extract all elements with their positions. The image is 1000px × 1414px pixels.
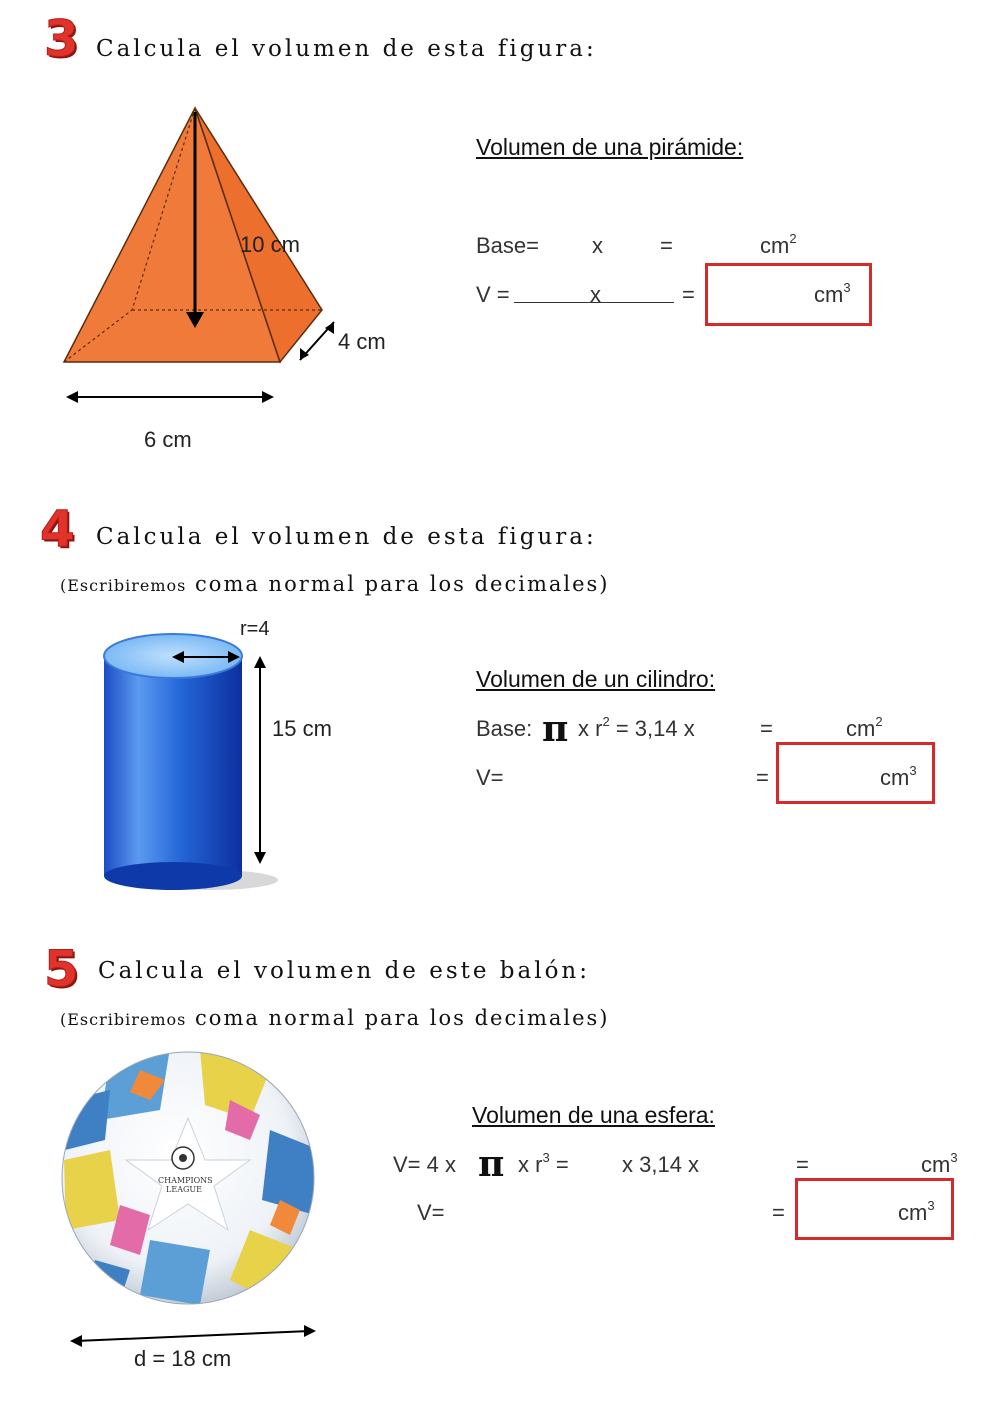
cylinder-height-label: 15 cm [272, 716, 332, 741]
exercise-4-number: 4 [40, 500, 75, 558]
volume-unit: $cm^3$ [880, 763, 917, 790]
sphere-heading: Volumen de una esfera: [472, 1102, 715, 1128]
sphere-formula-r: x $r^3$ = [518, 1150, 569, 1177]
equals-sign: = [756, 765, 769, 790]
equals-sign: = [772, 1200, 785, 1225]
exercise-5-subtitle: (Escribiremos coma normal para los decimales) [60, 1006, 610, 1030]
sphere-formula-start: V= 4 x [393, 1152, 456, 1177]
volume-unit: $cm^3$ [814, 280, 851, 307]
exercise-5-number: 5 [44, 940, 79, 998]
equals-sign: = [660, 233, 673, 258]
volume-unit: $cm^3$ [921, 1150, 958, 1177]
ball-diameter-arrowhead [70, 1335, 82, 1347]
pyramid-depth-label: 4 cm [338, 329, 386, 354]
sphere-volume-label: V= [417, 1200, 445, 1225]
pyramid-height-label: 10 cm [240, 232, 300, 257]
exercise-3-title: Calcula el volumen de esta figura: [96, 36, 597, 62]
volume-label: V = [476, 282, 510, 307]
pi-symbol: π [542, 708, 569, 750]
ball-diameter-arrow [76, 1331, 310, 1341]
sphere-partial-result-input[interactable] [816, 1148, 920, 1178]
area-unit: $cm^2$ [760, 231, 797, 258]
equals-sign: = [682, 282, 695, 307]
times-sign: x [592, 233, 603, 258]
cylinder-volume-label: V= [476, 765, 504, 790]
equals-sign: = [760, 716, 773, 741]
equals-sign: = [796, 1152, 809, 1177]
ball-diameter-arrowhead [304, 1325, 316, 1337]
times-sign: x [590, 282, 601, 307]
area-unit: $cm^2$ [846, 714, 883, 741]
sphere-formula-mid: x 3,14 x [622, 1152, 700, 1177]
exercise-4-title: Calcula el volumen de esta figura: [96, 524, 597, 550]
cylinder-heading: Volumen de un cilindro: [476, 666, 716, 692]
ball-brand-text: CHAMPIONS LEAGUE [158, 1176, 213, 1194]
sphere-fraction-input[interactable] [580, 1148, 622, 1178]
sphere-volume-formula-input[interactable] [452, 1196, 772, 1226]
cylinder-base-formula: x $r^2 = 3,14$ x [578, 714, 695, 741]
pyramid-width-label: 6 cm [144, 427, 192, 452]
sphere-r3-input[interactable] [714, 1148, 796, 1178]
pyramid-heading: Volumen de una pirámide: [476, 134, 744, 160]
base-label: Base= [476, 233, 539, 258]
ball-diameter-label: d = 18 cm [134, 1346, 232, 1371]
cylinder-base-label: Base: [476, 716, 533, 741]
cylinder-radius-label: r=4 [240, 618, 270, 640]
sphere-volume-answer-input[interactable] [802, 1196, 902, 1226]
exercise-4-subtitle: (Escribiremos coma normal para los decimales) [60, 572, 610, 596]
exercise-5-title: Calcula el volumen de este balón: [98, 958, 590, 984]
volume-unit: $cm^3$ [898, 1198, 935, 1225]
pi-symbol: π [478, 1143, 505, 1185]
exercise-3-number: 3 [44, 10, 79, 68]
